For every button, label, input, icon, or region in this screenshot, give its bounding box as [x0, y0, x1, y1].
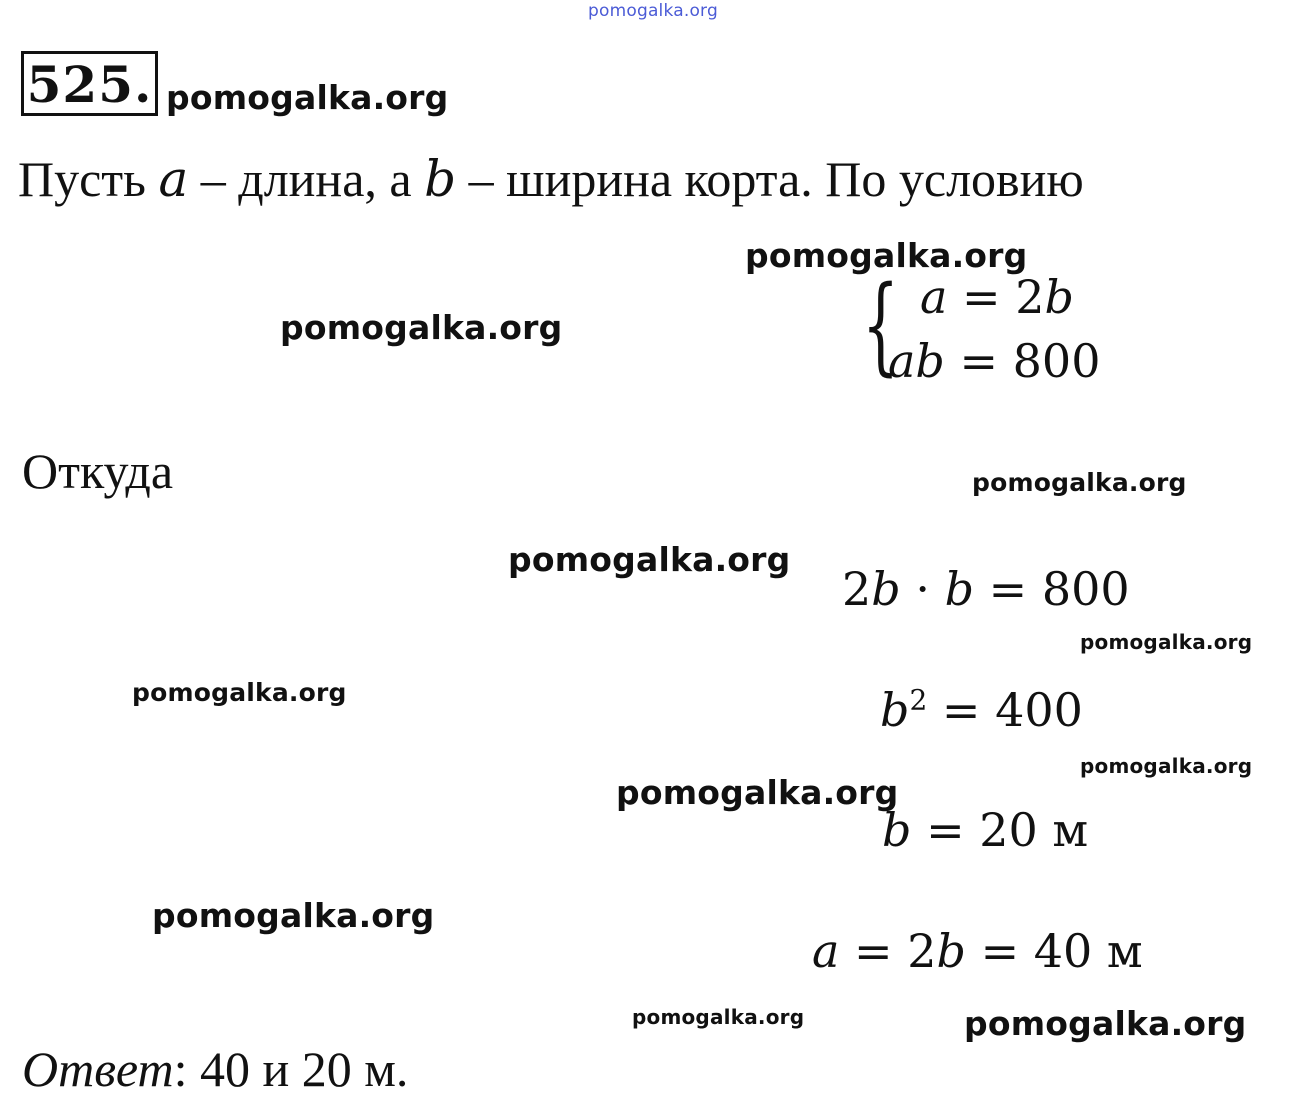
intro-text-3: – ширина корта. По условию — [456, 151, 1084, 207]
equation-4-var-1: a — [812, 924, 840, 978]
watermark: pomogalka.org — [964, 1004, 1247, 1043]
equation-2-exponent: 2 — [909, 683, 928, 717]
intro-text-2: – длина, а — [188, 151, 425, 207]
equation-3 — [882, 803, 1088, 857]
answer-line — [22, 1040, 408, 1098]
watermark: pomogalka.org — [1080, 754, 1253, 778]
equation-1-rhs: = 800 — [974, 562, 1130, 616]
answer-text: : 40 и 20 м. — [173, 1041, 409, 1097]
watermark: pomogalka.org — [616, 773, 899, 812]
equation-1-dot: · — [900, 562, 945, 616]
equation-3-rhs: = 20 м — [911, 803, 1089, 857]
equation-2-rhs: = 400 — [927, 683, 1083, 737]
system-brace: { — [862, 263, 900, 386]
system-line-2-lhs: ab — [888, 334, 945, 388]
watermark: pomogalka.org — [745, 236, 1028, 275]
watermark: pomogalka.org — [508, 540, 791, 579]
watermark: pomogalka.org — [972, 468, 1187, 497]
system-line-2-rhs: = 800 — [944, 334, 1101, 388]
problem-number: 525. — [21, 51, 158, 116]
system-line-1-eq: = 2 — [947, 270, 1045, 324]
system-line-1 — [920, 270, 1074, 324]
equation-1 — [842, 562, 1130, 616]
equation-4-mid: = 2 — [839, 924, 937, 978]
equation-4-rhs: = 40 м — [965, 924, 1143, 978]
watermark: pomogalka.org — [166, 78, 449, 117]
watermark: pomogalka.org — [1080, 630, 1253, 654]
watermark-top: pomogalka.org — [588, 1, 718, 21]
watermark: pomogalka.org — [152, 896, 435, 935]
equation-4 — [812, 924, 1143, 978]
system-line-1-lhs: a — [920, 270, 948, 324]
intro-sentence — [18, 150, 1084, 208]
answer-label: Ответ — [22, 1041, 174, 1097]
equation-1-var-2: b — [944, 562, 975, 616]
where-label: Откуда — [22, 443, 174, 499]
system-line-2 — [888, 334, 1100, 388]
watermark: pomogalka.org — [132, 678, 347, 707]
system-line-1-var: b — [1044, 270, 1074, 324]
equation-1-coef: 2 — [842, 562, 872, 616]
equation-1-var-1: b — [871, 562, 901, 616]
equation-2-var: b — [880, 683, 910, 737]
equation-2 — [880, 683, 1083, 737]
variable-a: a — [158, 150, 189, 208]
watermark: pomogalka.org — [280, 308, 563, 347]
equation-3-var: b — [882, 803, 912, 857]
variable-b: b — [424, 150, 457, 208]
intro-text-1: Пусть — [18, 151, 159, 207]
equation-4-var-2: b — [936, 924, 966, 978]
watermark: pomogalka.org — [632, 1005, 805, 1029]
